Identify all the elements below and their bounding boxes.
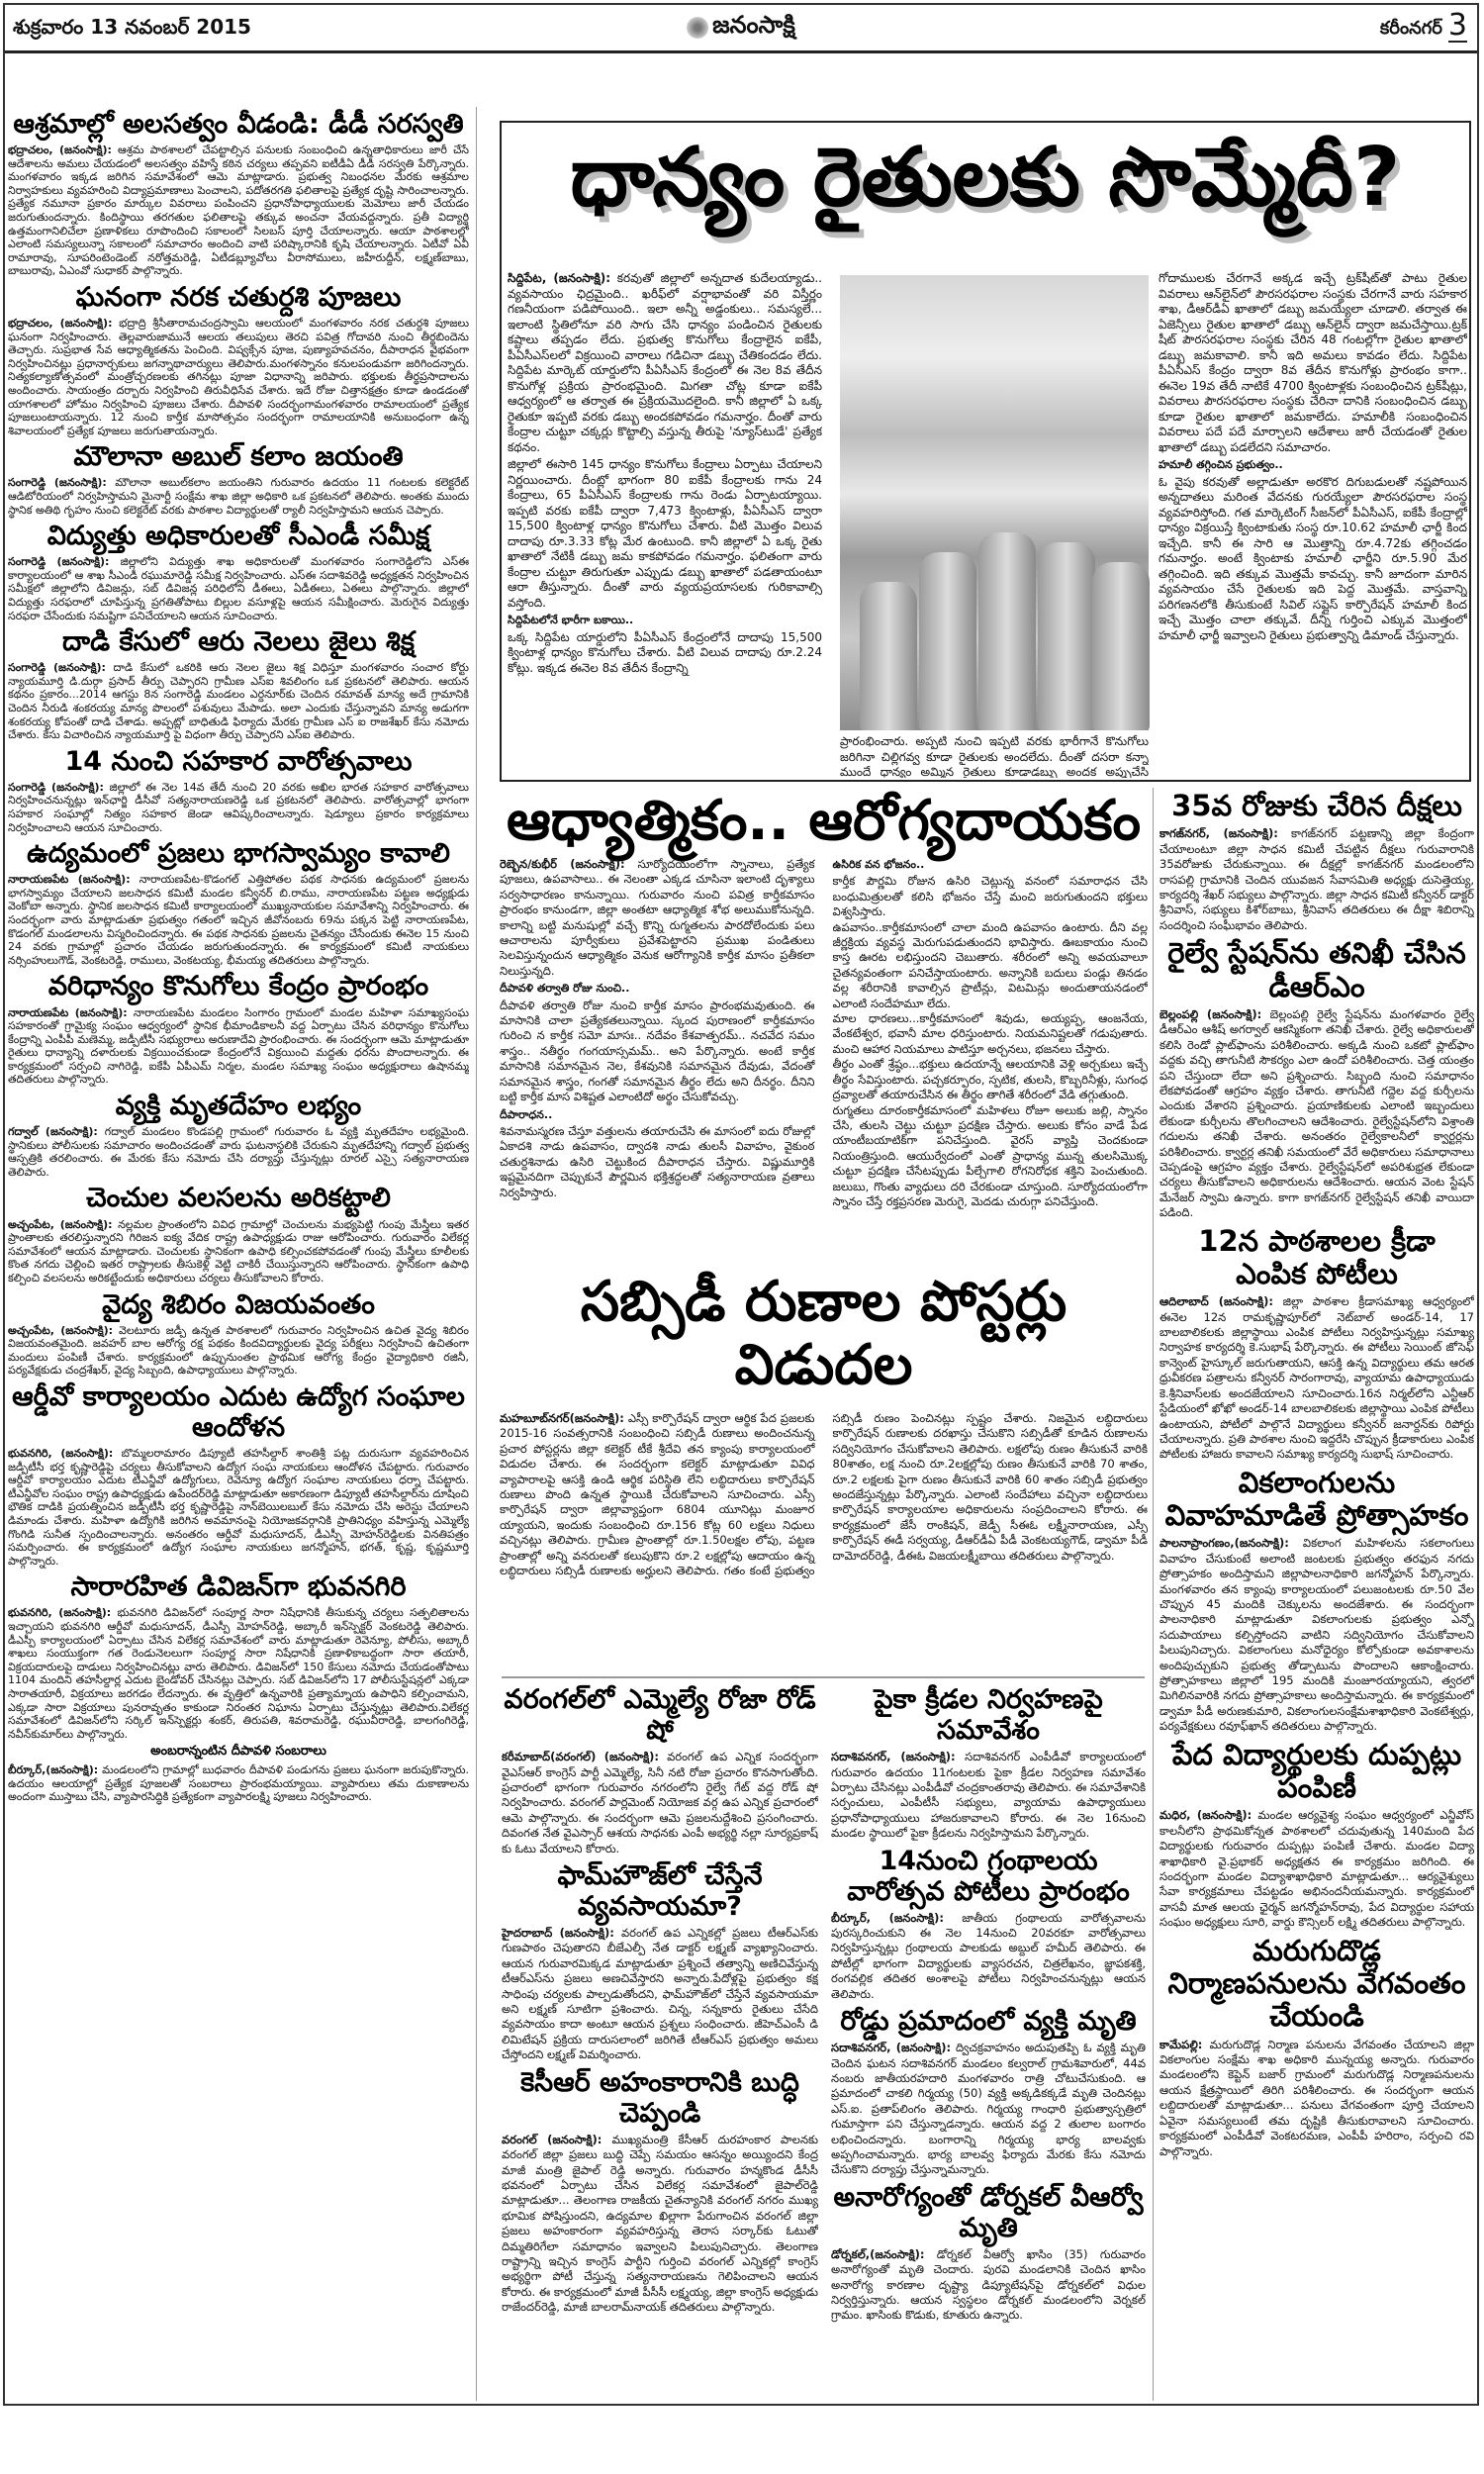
story-body	[8, 1125, 469, 1179]
story-headline: ఆర్డీవో కార్యాలయం ఎదుట ఉద్యోగ సంఘాల ఆందోళన	[12, 1380, 465, 1443]
story-text: జిల్లా పాఠశాల క్రీడాసమాఖ్య ఆధ్వర్యంలో ఈనెల 12న రామకృష్ణాపూర్‌లో నెట్‌బాల్ అండర్-14, 17 బాలబాలికలకు జిల్లాస్థాయి ఎంపిక పోటీలు నిర్వహిస్తున్నట్లు సమాఖ్య నిర్వాహక కార్యదర్శి కె.సుభాష్ పేర్కొన్నారు. ఈ పోటీలు సెయింట్ జోసెఫ్ కాన్వెంట్ హైస్కూల్ జరుగుతాయని, ఆసక్తి ఉన్న విద్యార్థులు తమ ఆరత ధ్రువీకరణ పత్రాలను కన్వీనర్ సారంగారావు, వ్యాయామ ఉపాధ్యాయుడు కె.శ్రీనివాస్‌లకు అందజేయాలని సూచించారు.16న నిర్మల్‌లోని ఎన్టీఆర్ స్టేడియంలో ఖోఖో అండర్-14 బాలబాలికలకు జిల్లాస్థాయి ఎంపిక పోటీలు ఉంటాయని, పోటీలో పాల్గొనే విద్యార్థులు కన్వీనర్ జనార్దన్‌కు రిపోర్టు చేయాలన్నారు. ప్రతి పాఠశాల నుంచి ఇద్దరేసి చొప్పున క్రీడాకారులు ఎంపిక పోటీలకు హాజరు కావాలని సమాఖ్య కార్యదర్శి సుభాష్ సూచించారు.	[1159, 1294, 1474, 1462]
story-headline: అనారోగ్యంతో డోర్నకల్ వీఆర్వో మృతి	[833, 2181, 1144, 2243]
column-divider	[1153, 788, 1154, 2401]
news-story	[8, 1183, 469, 1285]
story-headline: వరిధాన్యం కొనుగోలు కేంద్రం ప్రారంభం	[47, 971, 429, 1002]
dateline: రెబ్బెన/కుభీర్ (జనంసాక్షి):	[500, 857, 625, 871]
paragraph-text: తీర్థం ఎంతో శ్రేష్ఠం...భక్తులు ఉదయాన్నే ఆలయానికి వెళ్లి అర్చకులు ఇచ్చే తీర్థం సేవిస్తుంటారు. పచ్చకర్పూరం, స్పటిక, తులసి, కొబ్బరినీళ్లు, సుగంధ ద్రవ్యాలతో తయారుచేసిన ఈ తీర్థం తాగితే శరీరంలో వేడి తగ్గుతుంది.	[832, 1057, 1148, 1102]
story-body	[8, 317, 469, 437]
subheading: ఉసిరిక వన భోజనం..	[832, 858, 925, 871]
paragraph	[500, 857, 815, 979]
story-headline: మౌలానా అబుల్ కలాం జయంతి	[73, 441, 404, 473]
edition-name: కరీంనగర్	[1379, 18, 1442, 39]
issue-date: శుక్రవారం 13 నవంబర్ 2015	[13, 15, 251, 39]
feature-story	[500, 788, 1148, 1263]
paragraph	[500, 999, 815, 1105]
paragraph-text: రుగ్మతలు దూరంకార్తీకమాసంలో మహిళలు రోజూ అలుకు జల్లి, స్నానం చేసి, తులసి చెట్టు చుట్టూ ప్రదక్షిణ చేస్తారు. అలుకు కోసం వాడే పేడ యాంటీబయాటిక్‌గా పనిచేస్తుంది. వైరస్ వ్యాప్తి చెందకుండా నియంత్రిస్తుంది. ఆయుర్వేదంలో ఎంతో ప్రాధాన్య మున్న తులసిమొక్క చుట్టూ ప్రదక్షిణ చేసేటప్పుడు పీల్చేగాలి రోగనిరోధక శక్తిని పెంచుతుంది. జలుబు, గొంతు వ్యాధులు దరి చేరకుండా చూస్తుంది. సూర్యోదయంలోగా స్నానం చేస్తే రక్తప్రసరణ మెరుగై, మెదడు చురుగ్గా పనిచేస్తుంది.	[832, 1102, 1148, 1208]
story-text: మండల ఆర్యవైశ్య సంఘం ఆధ్వర్యంలో ఎన్జీవోస్ కాలనీలోని ప్రాథమికోన్నత పాఠశాలలో చదువుతున్న 140మంది పేద విద్యార్థులకు గురువారం దుప్పట్లు పంపిణీ చేశారు. మండల విద్యా శాఖాధికారి వై.ప్రభాకర్ అధ్యక్షతన ఈ కార్యక్రమం జరిగింది. ఈ సందర్భంగా మండల విద్యాశాఖాధికారి మాట్లాడుతూ... ఆర్యవైశ్యులు సేవా కార్యక్రమాలు చేపట్టడం అభినందనీయమన్నారు. కార్యక్రమంలో వాసవీ మాత ఆలయ ఛైర్మన్ జగన్మోహన్‌రావు, పేద విద్యార్థుల సహాయ సంఘం అధ్యక్షులు సూరి, వార్డు కౌన్సిలర్ లక్ష్మి తదితరులు పాల్గొన్నారు.	[1159, 1808, 1474, 1930]
story-body	[1159, 1007, 1474, 1221]
logo-text: జనంసాక్షి	[712, 11, 795, 39]
dateline: పాలనాప్రాంగణం,(జనంసాక్షి):	[1159, 1536, 1289, 1551]
story-headline: మరుగుదొడ్ల నిర్మాణపనులను వేగవంతం చేయండి	[1167, 1933, 1466, 2034]
story-text: భద్రాద్రి శ్రీసీతారామచంద్రస్వామి ఆలయంలో మంగళవారం నరక చతుర్దశి పూజలు ఘనంగా నిర్వహించారు. తెల్లవారుజామునే ఆలయ తలుపులు తెరచి పవిత్ర గోదావరి నుంచి తీర్థబిందెను తెచ్చారు. సుప్రభాత సేవ ఆధ్యాత్మికతను పెంచింది. విష్వక్సేన పూజ, పుణ్యాహవచనం, దీపారాధన వైభవంగా నిర్వహించినట్లు ప్రధానార్చకులు జగన్నాథాచార్యులు తెలిపారు.మంగళస్నానం కనులపండువగా జరిగిందన్నారు. నిత్యకల్యాణోత్సవంలో మంత్రోచ్చరణలకు తగినట్లు పూజా విధానాన్ని జరిపారు. భక్తులకు తీర్థప్రసాదాలను అందించారు. సాయంత్రం దర్బారు నిర్వహించి తిరువీధిసేవ చేశారు. ఇదే రోజు చిత్తానక్షత్రం కూడా ఉండడంతో యాగశాలలో హోమం నిర్వహించి పూజలు చేశారు. దీపావళి సందర్భంగామంగళవారం రామాలయంలో ప్రత్యేక పూజలుంటాయన్నారు. 12 నుంచి కార్తీక మాసోత్సవం సందర్భంగా రామాలయానికి అనుబంధంగా ఉన్న శివాలయంలో ప్రత్యేక పూజలు జరుగుతాయన్నారు.	[8, 317, 469, 437]
dateline: డోర్నకల్,(జనంసాక్షి):	[831, 2246, 925, 2261]
story-body	[1159, 1808, 1474, 1930]
feature-body	[500, 857, 1148, 1253]
dateline: సిద్దిపేట, (జనంసాక్షి):	[508, 271, 611, 285]
story-text: డోర్నకల్ వీఆర్వో ఖాసిం (35) గురువారం అనారోగ్యంతో మృతి చెందారు. పురవి మండలానికి చెందిన ఖాసిం అనారోగ్య కారణాల దృష్ట్యా డిప్యూటేషన్‌పై డోర్నకల్‌లో విధుల నిర్వర్తిస్తున్నారు. ఆయన స్వస్థలం డోర్నకల్ మండలంలోని వెర్నకల్ గ్రామం. ఖాసింకు కొడుకు, కూతురు ఉన్నారు.	[831, 2246, 1146, 2323]
story-headline: వికలాంగులను వివాహమాడితే ప్రోత్సాహకం	[1164, 1465, 1469, 1533]
news-story	[8, 971, 469, 1087]
story-body	[831, 2041, 1146, 2178]
story-body	[8, 873, 469, 967]
story-headline: ఉద్యమంలో ప్రజలు భాగస్వామ్యం కావాలి	[27, 838, 450, 870]
story-body	[8, 1763, 469, 1804]
news-story	[1159, 1935, 1474, 2159]
dateline: నారాయణపేట (జనంసాక్షి):	[8, 873, 131, 887]
story-headline: 14 నుంచి సహకార వారోత్సవాలు	[64, 745, 413, 777]
story-text: ఎస్సీ కార్పొరేషన్ ద్వారా ఆర్థిక పేద ప్రజలకు 2015-16 సంవత్సరానికి సంబంధించి సబ్సిడీ రుణాలు అందించనున్న ప్రచార పోస్టర్లను జిల్లా కలెక్టర్ టీకే శ్రీదేవి తన క్యాంపు కార్యాలయంలో విడుదల చేశారు. ఈ సందర్భంగా కలెక్టర్ మాట్లాడుతూ వివిధ వ్యాపారాలపై ఆసక్తి ఉండి ఆర్థిక పరిస్థితి లేని లబ్ధిదారులు కార్పొరేషన్ రుణాలు పొంది ఉన్నత స్థాయికి చేరుకోవాలని సూచించారు. ఎస్సీ కార్పొరేషన్ ద్వారా జిల్లావ్యాప్తంగా 6804 యూనిట్లు మంజూర య్యాయని, ఇందుకు సంబంధించి రూ.156 కోట్ల 60 లక్షలు నిధులు వచ్చినట్లు తెలిపారు. గ్రామీణ ప్రాంతాల్లో రూ.1.50లక్షల లోపు, పట్టణ ప్రాంతాల్లో అన్ని వనరులతో కలుపుకొని రూ.2 లక్షల్లోపు ఆదాయం ఉన్న లబ్ధిదారులు సబ్సిడీ రుణాలకు అర్హులని తెలిపారు. గతం కంటే ప్రభుత్వం సబ్సిడీ రుణం పెంచినట్లు స్పష్టం చేశారు. నిజమైన లబ్ధిదారులు కార్పొరేషన్ రుణాలకు దరఖాస్తు చేసుకొని సబ్సిడీతో కూడిన రుణాలను సద్వినియోగం చేసుకోవాలని తెలిపారు. లక్షలోపు రుణం తీసుకునే వారికి 80శాతం, లక్ష నుంచి రూ.2లక్షల్లోపు రుణం తీసుకునే వారికి 70 శాతం, రూ.2 లక్షలకు పైగా రుణం తీసుకునే వారికి 60 శాతం సబ్సిడీ ప్రభుత్వం అందజేస్తున్నట్లు పేర్కొన్నారు. ఎలాంటి సందేహాలు వచ్చినా లబ్ధిదారులు కార్పొరేషన్ కార్యాలయాల అధికారులను సంప్రదించాలని కోరారు. ఈ కార్యక్రమంలో జేసీ రాంకిషన్, జెడ్పీ సీఈఓ లక్ష్మీనారాయణ, ఎస్సీ కార్పొరేషన్ ఈడీ సర్వయ్య, డీఆర్‌డీఏ పీడీ వెంకటయ్యగౌడ్, డ్వామా పీడీ దామోదర్‌రెడ్డి, డీఈఓ విజయలక్ష్మీబాయి తదితరులు పాల్గొన్నారు.	[500, 1411, 1148, 1578]
news-story	[8, 1571, 469, 1741]
subsidy-body	[500, 1411, 1148, 1674]
paragraph	[1159, 475, 1467, 644]
story-headline: రైల్వే స్టేషన్‌ను తనిఖీ చేసిన డీఆర్ఎం	[1167, 936, 1466, 1003]
subsidy-headline: సబ్సిడీ రుణాల పోస్టర్లు విడుదల	[580, 1270, 1067, 1397]
paragraph	[500, 1124, 815, 1200]
news-story	[8, 441, 469, 517]
paragraph	[508, 271, 822, 455]
news-story	[1159, 937, 1474, 1220]
story-text: గద్వాల్ మండలం కొండపల్లి గ్రామంలో గురువారం ఓ వ్యక్తి మృతదేహం లభ్యమైంది. స్థానికులు పోలీసులకు సమాచారం అందించడంతో వారు ఘటనాస్థలికి చేరుకుని మృతదేహాన్ని గద్వాల్ ప్రభుత్వ ఆస్పత్రికి తరలించారు. ఈ మేరకు కేసు నమోదు చేసి దర్యాప్తు చేస్తున్నట్లు రూరల్ ఎస్సై సత్యనారాయణ తెలిపారు.	[8, 1125, 469, 1179]
dateline: హైదరాబాద్ (జనంసాక్షి):	[502, 1926, 614, 1941]
lead-column-2	[840, 734, 1149, 778]
dateline: సంగారెడ్డి (జనంసాక్షి):	[8, 780, 104, 794]
story-text: మండలంలోని గ్రామాల్లో బుధవారం దీపావళి పండుగను ప్రజలు ఘనంగా జరుపుకొన్నారు. ఉదయం ఆలయాల్లో ప్రత్యేక పూజలతో సంబరాలు ప్రారంభమయ్యాయి. వ్యాపారులు తమ దుకాణాలను అందంగా ముస్తాబు చేసి, వ్యాపారసిద్ధికి ప్రత్యేకంగా వ్యాపారలక్ష్మి పూజలు నిర్వహించారు.	[8, 1763, 469, 1804]
news-story	[8, 109, 469, 278]
news-story	[502, 1860, 818, 2063]
page-number: 3	[1447, 8, 1467, 43]
story-text: ఆశ్రమ పాఠశాలలో చేపట్టాల్సిన పనులకు సంబంధించి ఉన్నతాధికారులు జారీ చేసే ఆదేశాలను అమలు చేయడంలో అలసత్వం వహిస్తే కఠిన చర్యలు తప్పవని ఐటీడీఏ డీడీ సరస్వతి పేర్కొన్నారు. మంగళవారం ఇక్కడ జరిగిన సమావేశంలో ఆమె మాట్లాడారు. ప్రభుత్వ నిబంధనల మేరకు ఆశ్రమాల నిర్వాహకులు వ్యవహరించి విద్యాప్రమాణాలు పెంచాలని, పదోతరగతి ఫలితాలపై ప్రత్యేక దృష్టి సారించాలన్నారు. ప్రత్యేక నమూనా ప్రకారం మార్కుల వివరాలు పంపించని ప్రధానోపాధ్యాయులకు మెమోలు జారీ చేయడం జరుగుతుందన్నారు. కిందిస్థాయి తరగతుల ఫలితాలపై తక్కువ అంచనా వేయవద్దన్నారు. ప్రతీ విద్యార్థి ఉత్తమంగానిలిచేలా ప్రణాళికలు రూపొందించి సకాలంలో సిలబస్ పూర్తి చేయాలన్నారు. ఆయా పాఠశాలల్లో ఎలాంటి సమస్యలున్నా సకాలంలో సమాచారం అందించి వాటి పరిష్కారానికి కృషి చేయాలన్నారు. ఏటీవో ఏవీ రామారావు, సూపరింటెండెంట్ నరోత్తమరెడ్డి, ఏటీడబ్ల్యూవోలు వీరాసోములు, జహీరుద్దీన్, లక్ష్మణ్‌బాబు, బాబురావు, ఏఎంవో సుధాకర్ పాల్గొన్నారు.	[8, 143, 469, 278]
paragraph-text: శివనామస్మరణ చేస్తూ వత్తులను తయారుచేసి ఈ మాసంలో ఐదు రోజుల్లో ఏకాదశి నాడు ఉపవాసం, ద్వాదశి నాడు తులసీ వివాహం, వైకుంఠ చతుర్దశినాడు ఉసిరి చెట్టుకింద దీపారాధన చేస్తారు. విష్ణుమూర్తికి ఇష్టమైనదిగా చెప్పుకునే పౌర్ణమిన భక్తిశ్రద్ధలతో సత్యనారాయణ వ్రతాలు నిర్వహిస్తారు.	[500, 1123, 815, 1199]
dateline: అచ్చంపేట, (జనంసాక్షి):	[8, 1217, 113, 1231]
dateline: భువనగిరి, (జనంసాక్షి):	[8, 1606, 112, 1620]
dateline: సదాశివనగర్, (జనంసాక్షి):	[831, 1750, 956, 1764]
paragraph-text: కరవుతో జిల్లాలో అన్నదాత కుదేలయ్యాడు.. వ్యవసాయం ఛిద్రమైంది.. ఖరీఫ్‌లో వర్షాభావంతో వరి విస్తీర్ణం గణనీయంగా పడిపోయింది.. ఇలా అన్నీ అడ్డంకులు.. సమస్యలే... ఇలాంటి స్థితిలోనూ వరి సాగు చేసి ధాన్యం పండించిన రైతులకు కష్టాలు తప్పడం లేదు. ప్రభుత్వ కొనుగోలు కేంద్రాలైన ఐకేపీ, పీఏసీఎస్‌లలో విక్రయించి వారాలు గడిచినా డబ్బు చేతికందడం లేదు. సిద్దిపేట మార్కెట్ యార్డులోని పీఏసీఎస్ కేంద్రంలో ఈ నెల 8వ తేదీన కొనుగోళ్ల ప్రక్రియ ప్రారంభమైంది. మిగతా చోట్ల కూడా ఐకేపీ ఆధ్వర్యంలో ఆ తర్వాత ఈ ప్రక్రియమొదలైంది. కానీ జిల్లాలో ఏ ఒక్క రైతుకూ ఇప్పటి వరకు డబ్బు అందకపోవడం గమనార్హం. దీంతో వారు కేంద్రాల చుట్టూ చక్కర్లు కొట్టాల్సి వస్తున్న తీరుపై 'న్యూస్‌టుడే' ప్రత్యేక కథనం.	[508, 271, 822, 454]
story-text: సదాశివనగర్ ఎంపీడీవో కార్యాలయంలో గురువారం ఉదయం 11గంటలకు పైకా క్రీడల నిర్వహణ సమావేశం ఏర్పాటు చేసినట్లు ఎంపీడీవో చంద్రకాంతరావు తెలిపారు. ఈ సమావేశానికి సర్పంచులు, ఎంపీటీసీ సభ్యులు, వ్యాయామ ఉపాధ్యాయులు ప్రధానోపాధ్యాయులు హాజరుకావాలని కోరారు. ఈ నెల 16నుంచి మండల స్థాయిలో పైకా క్రీడలను నిర్వహిస్తామని పేర్కొన్నారు.	[831, 1750, 1146, 1841]
paragraph-text: జిల్లాలో ఈసారి 145 ధాన్యం కొనుగోలు కేంద్రాలు ఏర్పాటు చేయాలని నిర్ణయించారు. దీంట్లో భాగంగా 80 ఐకేపీ కేంద్రాలకు గాను 24 కేంద్రాలు, 65 పీఏసీఎస్ కేంద్రాలకు గాను రెండు ఏర్పాటయ్యాయి. ఇప్పటి వరకు ఐకేపీ ద్వారా 7,473 క్వింటాళ్లు, పీఏసీఎస్ ద్వారా 15,500 క్వింటాళ్ల ధాన్యం కొనుగోలు చేశారు. వీటి మొత్తం విలువ దాదాపు రూ.3.33 కోట్ల మేర ఉంటుంది. కానీ జిల్లాలో ఏ ఒక్క రైతు ఖాతాలో నేటికీ డబ్బు జమ కాకపోవడం గమనార్హం. ఫలితంగా వారు కేంద్రాల చుట్టూ తిరుగుతూ ఎప్పుడు డబ్బు ఖాతాలో పడతాయంటూ ఆరా తీస్తున్నారు. దీంతో వారు వ్యయప్రయాసలకు గురికావాల్సి వస్తోంది.	[508, 457, 822, 610]
subheading: సిద్దిపేటలోనే భారీగా బకాయి..	[508, 614, 634, 626]
story-body	[831, 1911, 1146, 2002]
section-divider	[502, 1676, 1145, 1678]
paragraph	[833, 1057, 1149, 1102]
lead-headline: ధాన్యం రైతులకు సొమ్మేదీ?	[570, 131, 1401, 225]
paragraph	[840, 734, 1149, 778]
dateline: వరంగల్ (జనంసాక్షి):	[502, 2132, 603, 2146]
news-story	[8, 1289, 469, 1378]
story-text: మౌలానా అబుల్‌కలాం జయంతిని గురువారం ఉదయం 11 గంటలకు కలెక్టరేట్ ఆడిటోరియంలో నిర్వహిస్తామని మైనార్టీ సంక్షేమ శాఖ జిల్లా అధికారి ఒక ప్రకటనలో తెలిపారు. అంతకు ముందు స్థానిక అతిథి గృహం నుంచి కలెక్టరేట్ వరకు పాఠశాల విద్యార్థులతో ర్యాలీ నిర్వహిస్తామని ఆయన చెప్పారు.	[8, 476, 469, 517]
story-body	[1159, 1294, 1474, 1462]
story-headline: రోడ్డు ప్రమాదంలో వ్యక్తి మృతి	[840, 2006, 1137, 2038]
news-story	[8, 1745, 469, 1804]
center-right-column	[831, 1682, 1146, 2403]
story-text: ద్విచక్రవాహనం అదుపుతప్పి ఓ వ్యక్తి మృతి చెందిన ఘటన సదాశివనగర్ మండలం కల్వరాల్ గ్రామశివారులో, 44వ నంబరు జాతీయరహదారి మంగళవారం రాత్రి చోటుచేసుకుంది. ఆ ప్రమాదంలో చాకలి గిర్మయ్య (50) వ్యక్తి అక్కడికక్కడే మృతి చెందినట్లు ఎస్.ఐ. ప్రతాప్‌లింగం తెలిపారు. గిర్మయ్య గాంధారి ప్రభుత్వాస్పత్రిలో గుమాస్తాగా పని చేస్తున్నాడన్నారు. ఆయన వద్ద 2 తులాల బంగారం లభించిందన్నారు. బంగారాన్ని గిర్మయ్య భార్య బాలవ్వకు అప్పగించామన్నారు. భార్య బాలవ్వ ఫిర్యాదు మేరకు కేసు నమోదు చేసుకొని దర్యాప్తు చేస్తున్నామన్నారు.	[831, 2041, 1146, 2177]
story-headline: ఆశ్రమాల్లో అలసత్వం వీడండి: డీడీ సరస్వతి	[13, 109, 464, 140]
dateline: సదాశివనగర్, (జనంసాక్షి):	[831, 2041, 952, 2055]
paragraph	[508, 457, 822, 611]
story-body	[831, 1750, 1146, 1841]
story-body	[8, 476, 469, 517]
story-text: వరంగల్ ఉప ఎన్నికల్లో ప్రజలు టీఆర్ఎస్‌కు గుణపాఠం చెపుతారని బీజేఎల్పీ నేత డాక్టర్ లక్ష్మణ్ వ్యాఖ్యానించారు. ఆయన గురువారమిక్కడ మాట్లాడుతూ ప్రశ్నించే తత్వాన్ని అణిచివేస్తున్న టీఆర్ఎస్‌ను ప్రజలు అణచివేస్తారని అన్నారు.పేదోళ్లపై ప్రభుత్వం కక్ష సాధింపు చర్యలకు పాల్పడుతోందని, ఫామ్‌హౌజ్‌లో చేస్తేనే వ్యవసాయమా అని లక్ష్మణ్ సూటిగా ప్రశించారు. చిన్న, సన్నకారు రైతులు చేసేది వ్యవసాయం కాదా అంటూ ఆయన ప్రశ్నలు సంధించారు. జీహెచ్ఎంసీ డి లిమిటేషన్ ప్రక్రియ దారుసలాంలో జరిగితే టీఆర్ఎస్ ప్రభుత్వం అమలు చేస్తోందని లక్ష్మణ్ విమర్శించారు.	[502, 1926, 818, 2062]
dateline: మహబూబ్‌నగర్(జనంసాక్షి):	[500, 1411, 624, 1425]
dateline: ఆదిలాబాద్ (జనంసాక్షి):	[1159, 1294, 1274, 1309]
story-text: నారాయణపేట-కొడంగల్ ఎత్తిపోతల పథక సాధనకు ఉద్యమంలో ప్రజలను భాగస్వామ్యం చేయాలని జలసాధన కమిటీ మండల కన్వీనర్ బి.రాము, నారాయణపేట పట్టణ అధ్యక్షుడు వెంకోబా అన్నారు. స్థానిక జలసాధన కమిటీ కార్యాలయంలో ముఖ్యనాయకుల సమావేశాన్ని నిర్వహించారు. ఈ సందర్భంగా వారు మాట్లాడుతూ ప్రభుత్వం గతంలో ఇచ్చిన జీవోనంబరు 69ను పక్కన పెట్టి నారాయణపేట, కొడంగల్ మండలాలను విస్మరించిందన్నారు. ఈ పథక సాధనకు ప్రజలను చైతన్యం చేసేందుకు ఈనెల 15 నుంచి 24 వరకు గ్రామాల్లో ప్రచారం చేయడం జరుగుతుందన్నారు. ఈ కార్యక్రమంలో కమిటీ నాయకులు నర్సింహులుగౌడ్, వెంకటరెడ్డి, రాములు, వెంకటయ్య, భీమయ్య తదితరులు పాల్గొన్నారు.	[8, 873, 469, 967]
dateline: నారాయణపేట (జనంసాక్షి):	[8, 1005, 128, 1019]
paragraph	[833, 1011, 1149, 1057]
news-story	[8, 838, 469, 967]
story-headline: ఘనంగా నరక చతుర్దశి పూజలు	[75, 281, 402, 313]
lead-column-3	[1159, 271, 1467, 776]
story-headline: వరంగల్‌లో ఎమ్మెల్యే రోజా రోడ్ షో	[504, 1684, 816, 1747]
story-text: జిల్లాలోని విద్యుత్తు శాఖ అధికారులతో మంగళవారం సంగారెడ్డిలోని ఎస్‌ఈ కార్యాలయంలో ఆ శాఖ సీఎండీ రఘుమారెడ్డి సమీక్ష నిర్వహించారు. ఎస్‌ఈ సదాశివరెడ్డి అధ్యక్షతన నిర్వహించిన సమీక్షలో జిల్లాలోని డివిజన్లు, సబ్ డివిజన్ల పరిధిలోని డీఈలు, ఏడీఈలు, ఏఈలు పాల్గొన్నారు. జిల్లాలో విద్యుత్తు సరఫరాలో చూపిస్తున్న ప్రగతితోపాటు బిల్లుల వసూళ్లపై ఆయన సమీక్షించారు. మెరుగైన విద్యుత్తు సరఫరా చేసేందుకు సమష్టిగా పనిచేయాలని ఆయన సూచించారు.	[8, 555, 469, 622]
story-text: దాడి కేసులో ఒకరికి ఆరు నెలల జైలు శిక్ష విధిస్తూ మంగళవారం సంచార కోర్టు న్యాయమూర్తి డి.దుర్గా ప్రసాద్ తీర్పు చెప్పారని గ్రామీణ ఎస్ఐ శివలింగం ఒక ప్రకటనలో తెలిపారు. ఆయన కథనం ప్రకారం...2014 ఆగస్టు 8న సంగారెడ్డి మండలం ఎర్దనూర్‌కు చెందిన రమావత్ మాన్య అదే గ్రామానికి చెందిన నీరుడి శంకరయ్య మాన్య పొలంలో పశువులు మేపాడు. అలా ఎందుకు చేస్తున్నావని మాన్య అడుగగా శంకరయ్య కోపంతో దాడి చేశాడు. అప్పట్లో బాధితుడి ఫిర్యాదు మేరకు గ్రామీణ ఎస్ ఐ రాజశేఖర్ కేసు నమోదు చేశారు. కేసు విచారించిన న్యాయమూర్తి పై విధంగా తీర్పు చెప్పారని ఎస్ఐ తెలిపారు.	[8, 661, 469, 742]
story-headline: 12న పాఠశాలల క్రీడా ఎంపిక పోటీలు	[1198, 1223, 1436, 1290]
story-headline: వైద్య శిబిరం విజయవంతం	[102, 1288, 375, 1320]
story-text: జాతీయ గ్రంథాలయ వారోత్సవాలను పురస్కరించుకుని ఈ నెల 14నుంచి 20వరకూ వారోత్సవాలు నిర్వహిస్తున్నట్లు గ్రంథాలయ పాలకుడు అబ్దుల్ హమీద్ తెలిపారు. ఈ పోటీల్లో భాగంగా విద్యార్థులకు వ్యాసరచన, చిత్రలేఖనం, జ్ఞాపకశక్తి, రంగవల్లిక తదితర అంశాలపై పోటీలు నిర్వహించనున్నట్లు ఆయన తెలిపారు.	[831, 1910, 1146, 2001]
subheading: దీపారాధన..	[500, 1107, 553, 1121]
dateline: బీర్కూర్, (జనంసాక్షి):	[831, 1910, 944, 1925]
dateline: కరీమాబాద్(వరంగల్) (జనంసాక్షి):	[502, 1750, 660, 1764]
lead-column-1	[508, 271, 822, 776]
paragraph	[1159, 271, 1467, 455]
story-body	[8, 1447, 469, 1568]
paragraph-text: ఓ వైపు కరవుతో అల్లాడుతూ అరకొర దిగుబడులతో నష్టపోయిన అన్నదాతలు మరింత వేదనకు గురయ్యేలా పౌరసరఫరాల సంస్థ వ్యవహరిస్తోంది. గత మార్కెటింగ్ సీజన్‌లో పీఏసీఎస్, ఐకేపీ కేంద్రాల్లో ధాన్యం విక్రయిస్తే క్వింటాకుతు సంస్థ రూ.10.62 హమాలీ ఛార్జీ కింద ఇచ్చేది. కానీ ఈ సారి ఆ మొత్తాన్ని రూ.4.72కు తగ్గించడం గమనార్హం. అంటే క్వింటాకు హమాలీ ఛార్జీని రూ.5.90 మేర తగ్గించింది. ఇది తక్కువ మొత్తమే కావచ్చు. కానీ జూదంగా మారిన వ్యవసాయం చేసే రైతులకు ఇది పెద్ద మొత్తమే. వాస్తవాన్ని పరిగణనలోకి తీసుకుంటే సివిల్ సప్లైస్ కార్పొరేషన్ హమాలీ కింద ఇచ్చే మొత్తం చాలా తక్కువే. దీన్ని గుర్తించి ఎక్కువ మొత్తంలో హమాలీ ఛార్జీ ఇవ్వాలని రైతులు ప్రభుత్వాన్ని డిమాండ్ చేస్తున్నారు.	[1159, 474, 1467, 642]
story-text: మరుగుదొడ్ల నిర్మాణ పనులను వేగవంతం చేయాలని జిల్లా వికలాంగుల సంక్షేమ శాఖ అధికారి మున్నయ్య అన్నారు. గురువారం మండలంలోని కెప్టెన్ బజార్ గ్రామంలో మరుగుదొడ్ల నిర్మాణపనులను ఆయన క్షేత్రస్థాయిలో తిరిగి పరిశీలించారు. ఈ సందర్భంగా ఆయన లబ్దిదారులతో మాట్లాడుతూ... పనులు వేగవంతంగా పూర్తి చేయాలని ఏవైనా సమస్యలుంటే తమ దృష్టికి తీసుకురావాలని సూచించారు. కార్యక్రమంలో ఎంపీడీవో వెంకటరమణ, ఎంపీపీ హరిరాం, సర్పంచి రవి పాల్గొన్నారు.	[1159, 2037, 1474, 2158]
story-body	[8, 555, 469, 622]
logo-emblem-icon	[687, 17, 708, 39]
story-body	[502, 1750, 818, 1856]
paragraph	[833, 920, 1149, 1011]
story-text: ముఖ్యమంత్రి కేసీఆర్ దురహంకార పాలనకు వరంగల్ జిల్లా ప్రజలు బుద్ధి చెప్పే సమయం ఆసన్నం అయ్యిందని కేంద్ర మాజీ మంత్రి జైపాల్ రెడ్డి అన్నారు. గురువారం హన్మకొండ డీసీసీ భవనంలో ఏర్పాటు చేసిన విలేకర్ల సమావేశంలో జైపాల్‌రెడ్డి మాట్లాడుతూ... తెలంగాణ రాజకీయ చైతన్యానికి వరంగల్ నగరం ముఖ్య భూమిక పోషిస్తుందని, ఉద్యమాల ఖిల్లాగా పేరుగాంచిన వరంగల్ జిల్లా ప్రజలు అహంకారంగా వ్యవహరిస్తున్న తెరాస సర్కార్‌కు ఓటుతో దిమ్మతిరిగేలా సమాధానం ఇవ్వాలని పిలుపునిచ్చారు. తెలంగాణ రాష్ట్రాన్ని ఇచ్చిన కాంగ్రెస్ పార్టీని గుర్తించి వరంగల్ ఎన్నికల్లో కాంగ్రెస్ అభ్యర్థిగా పోటీ చేస్తున్న సత్యనారాయణను గెలిపించాలని ఆయన కోరారు. ఈ కార్యక్రమంలో మాజీ పీసీసీ లక్ష్మయ్య, జిల్లా కాంగ్రెస్ అధ్యక్షుడు రాజేందర్‌రెడ్డి, మాజీ బాలరామ్‌నాయక్ తదితరులు పాల్గొన్నారు.	[502, 2132, 818, 2315]
news-story	[8, 282, 469, 437]
story-body	[1159, 1536, 1474, 1734]
story-body	[8, 1324, 469, 1378]
news-story	[1159, 790, 1474, 933]
dateline: సంగారెడ్డి (జనంసాక్షి):	[8, 661, 106, 675]
news-story	[8, 521, 469, 622]
news-story	[831, 1684, 1146, 1842]
paragraph-text: ఒక్క సిద్దిపేట యార్డులోని పీఏసీఎస్ కేంద్రంలోనే దాదాపు 15,500 క్వింటాళ్ల ధాన్యం కొనుగోలు చేశారు. వీటి విలువ దాదాపు రూ.2.24 కోట్లు. ఇక్కడ ఈనెల 8వ తేదీన కేంద్రాన్ని	[508, 629, 822, 675]
newspaper-logo	[687, 11, 795, 45]
story-body	[831, 2247, 1146, 2324]
story-text: వికలాంగ మహిళలను సకలాంగులు వివాహం చేసుకుంటే అలాంటి జంటలకు ప్రభుత్వం తరఫున నగదు ప్రోత్సాహకం అందిస్తామని జిల్లాపాలనాధికారి జగన్మోహన్ పేర్కొన్నారు. మంగళవారం తన క్యాంపు కార్యాలయంలో పలుజంటలకు రూ.50 వేల చొప్పున 45 మందికి చెక్కులను అందజేశారు. ఈ సందర్భంగా పాలనాధికారి మాట్లాడుతూ వికలాంగులకు ప్రభుత్వం ఎన్నో సదుపాయాలు కల్పిస్తోందని వాటిని సద్వినియోగం చేసుకోవాలని పిలుపునిచ్చారు. వికలాంగులు మనోధైర్యం కోల్పోకుండా అవకాశాలను అందిపుచ్చుకుని ప్రభుత్వ తోడ్పాటును పొందాలని ఆకాంక్షించారు. ప్రోత్సాహకాలు జిల్లాలో 195 మందికి మంజూరయ్యాయని, త్వరలో మిగిలినవారికి నగదు ప్రోత్సాహకాలు అందిస్తామన్నారు. ఈ కార్యక్రమంలో డ్వామా పీడీ అరుణకుమారి, వికలాంగులసంక్షేమశాఖాధికారి వెంకటేశ్వర్లు, పర్యవేక్షకులు రవూఫ్‌ఖాన్ తదితరులు పాల్గొన్నారు.	[1159, 1536, 1474, 1734]
news-story	[8, 1091, 469, 1179]
paragraph-text: మాల ధారణలు...కార్తీకమాసంలో శివుడు, అయ్యప్ప, ఆంజనేయ, వేంకటేశ్వర, భవానీ మాల ధరిస్తుంటారు. నియమనిష్టలతో గడుపుతారు. మంచి ఆహార నియమాలు పాటిస్తూ అర్చనలు, భజనలు చేస్తారు.	[832, 1011, 1148, 1056]
paragraph-text: ఉపవాసం..కార్తీకమాసంలో చాలా మంది ఉపవాసం ఉంటారు. దీని వల్ల జీర్ణక్రియ వ్యవస్థ మెరుగుపడుతుందని భావిస్తారు. ఊబకాయం నుంచి కాస్త ఊరట లభిస్తుందని చెబుతారు. శరీరంలో అన్ని అవయవాలూ చైతన్యవంతంగా పనిచేస్తాయంటారు. అన్నానికి బదులు పండ్లు తినడం వల్ల శరీరానికి కావాల్సిన ప్రొటీన్లు, విటమిన్లు అందుతాయనడంలో ఎలాంటి సందేహమూ లేదు.	[832, 919, 1148, 1010]
story-body	[8, 1218, 469, 1285]
story-headline: సారారహిత డివిజన్‌గా భువనగిరి	[70, 1571, 407, 1603]
masthead	[5, 5, 1477, 53]
feature-headline: ఆధ్యాత్మికం.. ఆరోగ్యదాయకం	[507, 789, 1141, 853]
story-headline: విద్యుత్తు అధికారులతో సీఎండీ సమీక్ష	[46, 521, 430, 552]
paragraph-text: గోదాములకు చేరగానే అక్కడ ఇచ్చే ట్రక్‌షీట్‌తో పాటు రైతుల వివరాలు ఆన్‌లైన్‌లో పౌరసరఫరాల సంస్థకు చేరగానే వారు సహకార శాఖ, డీఆర్‌డీఏ ఖాతాలో డబ్బు జమయ్యేలా చూడాలి. తర్వాత ఈ ఏజెన్సీలు రైతుల ఖాతాలో డబ్బు ఆన్‌లైన్ ద్వారా జమచేస్తాయి.ట్రక్ షీట్ పౌరసరఫరాల సంస్థకు చేరిన 48 గంటల్లోగా రైతుల ఖాతాలో డబ్బు జమకావాలి. కానీ ఇది అమలు కావడం లేదు. సిద్దిపేట పీఏసీఎస్ కేంద్రం ద్వారా 8వ తేదీన కొనుగోళ్లు ప్రారంభం కాగా.. ఈనెల 19వ తేదీ నాటికే 4700 క్వింటాళ్లకు సంబంధించిన ట్రక్‌షీట్లు, వివరాలు పౌరసరఫరాల సంస్థకు చేరినా దానికి సంబంధించిన డబ్బు కూడా రైతుల ఖాతాలో జమకాలేదు. హమాలీకి సంబంధించిన వివరాలు పదే పదే మార్చాలని ఆదేశాలు జారీ చేయడంతో రైతుల ఖాతాలో డబ్బు పడలేదని సమాచారం.	[1159, 271, 1467, 454]
subsidy-story	[500, 1269, 1148, 1674]
paragraph	[833, 1103, 1149, 1210]
news-story	[8, 746, 469, 834]
story-headline: 35వ రోజుకు చేరిన దీక్షలు	[1171, 789, 1462, 822]
story-headline: పైకా క్రీడల నిర్వహణపై సమావేశం	[874, 1684, 1103, 1747]
paragraph-text: కార్తీక పౌర్ణమి రోజున ఉసిరి చెట్లున్న వనంలో సమారాధన చేసి బంధుమిత్రులతో కలిసి భోజనం చేస్తే మంచి జరుగుతుందని భక్తులు విశ్వసిస్తారు.	[832, 874, 1148, 919]
story-text: జిల్లాలో ఈ నెల 14వ తేదీ నుంచి 20 వరకు అఖిల భారత సహకార వారోత్సవాలు నిర్వహించనున్నట్లు ఇన్‌ఛార్జి డీసీవో సత్యనారాయణరెడ్డి ఒక ప్రకటనలో తెలిపారు. వారోత్సవాల్లో భాగంగా సహకార సంఘాల్లో నిత్యం సహకార జెండా ఆవిష్కరించాలన్నారు. షెడ్యూలు ప్రకారం కార్యక్రమాలు నిర్వహించాలని ఆయన సూచించారు.	[8, 780, 469, 834]
dateline: భద్రాచలం, (జనంసాక్షి):	[8, 143, 112, 157]
paragraph-text: దీపావళి తర్వాతి రోజు నుంచి కార్తీక మాసం ప్రారంభమవుతుంది. ఈ మాసానికి చాలా ప్రత్యేకతలున్నాయి. స్కంద పురాణంలో కార్తీకమాసం గురించి న కార్తీక సమో మాసః.. నదేవం కేశవాత్పరమ్.. నచవేద సమం శాస్త్రం.. నతీర్థం గంగయాస్సమమ్.. అని పేర్కొన్నారు. అంటే కార్తీక మాసానికి సమానమైన నెల, కేశవునికి సమానమైన దేవుడు, వేదంతో సమానమైన శాస్త్రం, గంగతో సమానమైన తీర్థం లేదు అని దీనర్థం. దీనిని బట్టి కార్తీక మాస విశిష్టత ఎలాంటిదో అర్థం చేసుకోవచ్చు.	[500, 998, 815, 1104]
center-left-column	[502, 1682, 818, 2403]
dateline: బీర్కూర్,(జనంసాక్షి):	[8, 1763, 99, 1777]
dateline: మధిర, (జనంసాక్షి):	[1159, 1808, 1252, 1823]
story-text: బెల్లంపల్లి రైల్వే స్టేషన్‌ను మంగళవారం రైల్వే డీఆర్ఎం ఆశీష్ అగర్వాల్ ఆకస్మికంగా తనిఖీ చేశారు. రైల్వే అధికారులతో కలిసి రెండో ప్లాట్‌ఫాంను పరిశీలించారు. అక్కడి నుంచి ఒకటో ప్లాట్‌ఫాం వద్దకు వచ్చి తాగునీటి సౌకర్యం ఎలా ఉందో పరిశీలించారు. చెత్త యంత్రం పని చేస్తుందా లేదా అని ప్రశ్నించారు. సిబ్బంది నుంచి సమాధానం లేకపోవడంతో ఆగ్రహం వ్యక్తం చేశారు. తాగునీటి గద్దెల వద్ద కుర్చీలను ఎందుకు వేశారని ప్రశ్నించారు. ప్రయాణికులకు ఎలాంటి ఇబ్బందులు లేకుండా కుర్చీలను తొలగించాలని ఆదేశించారు. రైల్వేస్టేషన్‌లోని విశ్రాంతి గదులను తనిఖీ చేశారు. అనంతరం రైల్వేకాలనీలో క్వార్టర్లను పరిశీలించారు. క్వార్టర్ల తనిఖీ సమయంలో వేరే అధికారులు సమాధానాలు చెప్పడంపై ఆగ్రహం వ్యక్తం చేశారు. రైల్వేస్టేషన్‌లో అపరిశుభ్రత లేకుండా చర్యలు తీసుకోవాలని అధికారులను ఆదేశించారు. ఆయన వెంట స్టేషన్ మేనేజర్ స్వామి ఉన్నారు. కాగా కాగజ్‌నగర్ రైల్వేస్టేషన్ తనిఖీ వాయిదా పడింది.	[1159, 1006, 1474, 1220]
story-body	[8, 781, 469, 834]
news-story	[502, 2067, 818, 2316]
story-headline: ఫామ్‌హౌజ్‌లో చేస్తేనే వ్యవసాయమా?	[557, 1859, 763, 1922]
story-headline: పేద విద్యార్థులకు దుప్పట్లు పంపిణీ	[1171, 1737, 1462, 1805]
subheading: దీపావళి తర్వాతి రోజు నుంచి..	[500, 982, 630, 996]
story-text: వరంగల్ ఉప ఎన్నిక సందర్భంగా వైఎస్ఆర్ కాంగ్రెస్ పార్టీ ఎమ్మెల్యే, సినీ నటి రోజా ప్రచారం కొనసాగుతోంది. ప్రచారంలో భాగంగా గురువారం నగరంలోని రైల్వే గేట్ వద్ద రోడ్ షో నిర్వహించారు. వరంగల్ పార్లమెంట్ నియోజక వర్గ ఉప ఎన్నిక ప్రచారంలో ఆమె పాల్గొన్నారు. ఈ సందర్భంగా ఆమె ప్రజలనుద్దేశించి ప్రసంగించారు. దివంగత నేత వైఎస్సార్ ఆశయ సాధనకు ఎంపీ అభ్యర్థి నల్లా సూర్యప్రకాష్ కు ఓటు వేయాలని కోరారు.	[502, 1750, 818, 1856]
lead-story	[500, 121, 1471, 782]
dateline: కామేపల్లి:	[1159, 2037, 1203, 2051]
edition-page	[1379, 8, 1467, 43]
dateline: భువనగిరి, (జనంసాక్షి):	[8, 1447, 114, 1461]
dateline: సంగారెడ్డి (జనంసాక్షి):	[8, 555, 110, 569]
story-body	[502, 1926, 818, 2063]
story-text: నారాయణపేట మండలం సింగారం గ్రామంలో మండల మహిళా సమాఖ్యసంఘ సహకారంతో గ్రామైక్య సంఘం ఆధ్వర్యంలో స్థానిక భీమాండికాలనీ వద్ద ఏర్పాటు చేసిన వరిధాన్యం కొనుగోలు కేంద్రాన్ని ఎంపీపీ మణెమ్మ, జడ్పీటీసీ సభ్యురాలు అరుణాదేవి ప్రారంభించారు. ఈ సందర్భంగా ఆమె మాట్లాడుతూ రైతులు ధాన్యాన్ని దళారులకు విక్రయించకుండా కేంద్రంలోనే విక్రయించి మద్దతు ధరను పొందాలన్నారు. ఈ కార్యక్రమంలో సర్పంచి నాగిరెడ్డి, ఐకేపీ ఏపీఎమ్ నిర్మల, మండల సమాఖ్య సంఘం అధ్యక్షురాలు ఉషానమ్మ తదితరులు పాల్గొన్నారు.	[8, 1005, 469, 1087]
subheading: హమాలీ తగ్గించిన ప్రభుత్వం..	[1159, 458, 1283, 471]
dateline: గద్వాల్ (జనంసాక్షి):	[8, 1125, 98, 1139]
news-story	[1159, 1467, 1474, 1735]
news-story	[831, 2006, 1146, 2178]
paragraph	[508, 630, 822, 677]
paragraph	[833, 874, 1149, 919]
story-body	[8, 1606, 469, 1741]
paragraph-text: ప్రారంభించారు. అప్పటి నుంచి ఇప్పటి వరకు భారీగానే కొనుగోలు జరిగినా చిల్లిగవ్వ కూడా రైతులకు అందలేదు. దీంతో దసరా కన్నా ముందే ధాన్యం అమ్మిన రైతులు కూడాడబ్బు అందక అప్పుచేసి	[840, 734, 1149, 778]
story-text: వెలటూరు జడ్పీ ఉన్నత పాఠశాలలో గురువారం నిర్వహించిన ఉచిత వైద్య శిబిరం విజయవంతమైంది. జవహర్ బాల ఆరోగ్య రక్ష పథకం కిందవిద్యార్థులకు వైద్య పరీక్షలు నిర్వహించి ఉచితంగా మందులు పంపిణీ చేశారు. కార్యక్రమంలో ఉప్పునుంతల ప్రాథమిక ఆరోగ్య కేంద్రం వైద్యాధికారి రజినీ, పర్యవేక్షకుడు చంద్రశేఖర్, వైద్య సిబ్బంది, ఉపాధ్యాయులు పాల్గొన్నారు.	[8, 1323, 469, 1378]
grain-sacks-photo	[840, 275, 1149, 730]
news-story	[831, 2182, 1146, 2324]
story-headline: వ్యక్తి మృతదేహం లభ్యం	[115, 1091, 362, 1122]
left-news-column	[8, 107, 469, 2403]
news-story	[502, 1684, 818, 1856]
story-body	[1159, 2038, 1474, 2159]
story-text: నల్లమల ప్రాంతంలోని వివిధ గ్రామాల్లో చెంచులను మభ్యపెట్టి గుంపు మేస్త్రీలు ఇతర ప్రాంతాలకు తరలిస్తున్నారని గిరిజన ఐక్య వేదిక రాష్ట్ర ఉపాధ్యక్షుడు రాజు ఆరోపించారు. గురువారం విలేకర్ల సమావేశంలో ఆయన మాట్లాడారు. చెంచులకు స్థానికంగా ఉపాధి కల్పించకపోవడంతో గుంపు మేస్త్రీలు కూలీలకు కొంత నగదు చెల్లించి ఇతర రాష్ట్రాలకు తీసుకెళ్లి వెట్టి చాకిరీ చేయిస్తున్నారని ఆరోపించారు. స్థానికంగా ఉపాధి కల్పించి వలసలను అరికట్టేందుకు అధికారులు చర్యలు తీసుకోవాలని కోరారు.	[8, 1217, 469, 1285]
story-text: భువనగిరి డివిజన్‌లో సంపూర్ణ సారా నిషేధానికి తీసుకున్న చర్యలు సత్ఫలితాలను ఇచ్చాయని భువనగిరి ఆర్డీవో మధుసూదన్, డీఎస్పీ మోహన్‌రెడ్డి, అబ్కారీ ఇన్‌స్పెక్టర్ వెంకటరెడ్డి తెలిపారు. డీఎస్పీ కార్యాలయంలో ఏర్పాటు చేసిన విలేకర్ల సమావేశంలో వారు మాట్లాడుతూ రెవెన్యూ, పోలీసు, అబ్కారీ శాఖలు సంయుక్తంగా గత రెండునెలలుగా సంపూర్ణ సారా నిషేధానికి ప్రణాళికాబద్ధంగా సారా తయారీ, విక్రయదారులపై దాడులు నిర్వహించినట్లు వారు తెలిపారు. డివిజన్‌లో 150 కేసులు నమోదు చేయడంతోపాటు 1104 మందిని తహసీల్దార్ల ఎదుట బైండోవర్ చేసినట్లు చెప్పారు. సబ్ డివిజన్‌లోని 17 పోలీసుస్టేషన్లలో ఎక్కడా సారాతయారీ, విక్రయాలు జరగడం లేదన్నారు. ఈ వృత్తిలో ఉన్నవారికి ప్రత్యామ్నాయ ఉపాధిని కల్పించామని, ఎక్కడా సారా విక్రయాలు పునరావృతం కాకుండా నిరంతర నిఘాను ఏర్పాటు చేస్తున్నట్లు తెలిపారు.విలేకర్ల సమావేశంలో డివిజన్‌లోని సర్కిల్ ఇన్‌స్పెక్టర్లు శంకర్, తిరుపతి, శివరామరెడ్డి, రఘువీరారెడ్డి, బాలగంగిరెడ్డి, నవీన్‌కుమార్‌లు పాల్గొన్నారు.	[8, 1606, 469, 1741]
column-divider	[476, 107, 477, 2401]
story-headline: దాడి కేసులో ఆరు నెలలు జైలు శిక్ష	[62, 626, 415, 658]
story-headline: 14నుంచి గ్రంథాలయ వారోత్సవ పోటీలు ప్రారంభం	[847, 1845, 1130, 1907]
dateline: సంగారెడ్డి (జనంసాక్షి):	[8, 476, 107, 490]
story-headline: చెంచుల వలసలను అరికట్టాలి	[86, 1183, 391, 1214]
dateline: అచ్చంపేట, (జనంసాక్షి):	[8, 1323, 114, 1337]
news-story	[8, 1381, 469, 1568]
story-text: బొమ్మలరామారం డిప్యూటీ తహసీల్దార్ శాంతిశ్రీ పట్ల దురుసుగా వ్యవహరించిన జడ్పీటీసీ భర్త కృష్ణారెడ్డిపై చర్యలు తీసుకోవాలని ఉద్యోగ సంఘ నాయకులు ఆందోళన చేపట్టారు. గురువారం ఆర్డీవో కార్యాలయం ఎదుట టీఎన్జీవో ఉద్యోగులు, రెవెన్యూ ఉద్యోగ సంఘాల నాయకులు ధర్నా చేపట్టారు. టీఎన్జీవోల సంఘం రాష్ట్ర ఉపాధ్యక్షుడు ఉపేందర్‌రెడ్డి మాట్లాడుతూ అకారణంగా డిప్యూటీ తహసీల్దార్‌ను దూషించి భౌతిక దాడికి ప్రయత్నించిన జడ్పీటీసీ భర్త కృష్ణారెడ్డిపై నాన్‌బెయిలబుల్ కేసు నమోదు చేసి అరెస్టు చేయాలని డిమాండు చేశారు. మహిళా ఉద్యోగికి జరిగిన అవమానంపై నియోజకవర్గానికి ప్రాతినిధ్యం వహిస్తున్న ఎమ్మెల్యే గొంగిడి సునీత స్పందించాలన్నారు. అనంతరం ఆర్డీవో మధుసూదన్, డీఎస్పీ మోహన్‌రెడ్డిలకు వినతిపత్రం సమర్పించారు. ఈ కార్యక్రమంలో ఉద్యోగ సంఘాల నాయకులు జగన్మోహన్, భగత్, కృష్ణ, కృష్ణమూర్తి పాల్గొన్నారు.	[8, 1447, 469, 1568]
story-headline: కెసీఆర్ అహంకారానికి బుద్ధి చెప్పండి	[520, 2066, 799, 2129]
dateline: భద్రాచలం, (జనంసాక్షి):	[8, 317, 113, 331]
news-story	[8, 626, 469, 742]
story-body	[8, 661, 469, 742]
story-body	[1159, 826, 1474, 933]
story-body	[8, 143, 469, 278]
news-story	[1159, 1225, 1474, 1463]
dateline: కాగజ్‌నగర్, (జనంసాక్షి):	[1159, 826, 1278, 841]
news-story	[831, 1846, 1146, 2003]
story-headline: అంబరాన్నంటిన దీపావళి సంబరాలు	[150, 1744, 326, 1760]
paragraph-text: సూర్యోదయంలోగా స్నానాలు, ప్రత్యేక పూజలు, ఉపవాసాలు.. ఈ నెలంతా ఎక్కడ చూసినా ఇలాంటి దృశ్యాలు సర్వసాధారణం కానున్నాయి. గురువారం నుంచి పవిత్ర కార్తీకమాసం ప్రారంభం కానుండగా, జిల్లా అంతటా ఆధ్యాత్మిక శోభ అలుముకోనున్నది. కాలాన్ని బట్టి మనుషుల్లో వచ్చే కొన్ని రుగ్మతలను పారదోలేందుకు పలు ఆచారాలను పూర్వీకులు ప్రవేశపెట్టారని ప్రముఖ పండితులు సెలవిస్తున్నందున ఆధ్యాత్మికం వెనుక ఆరోగ్యానికి కార్తీక మాసం ప్రతీకలా నిలుస్తున్నది.	[500, 857, 815, 978]
story-text: కాగజ్‌నగర్ పట్టణాన్ని జిల్లా కేంద్రంగా చేయాలంటూ జిల్లా సాధన కమిటీ చేపట్టిన దీక్షలు గురువారానికి 35వరోజుకు చేరుకున్నాయి. ఈ దీక్షల్లో కాగజ్‌నగర్ మండలంలోని రాసపల్లి గ్రామానికి చెందిన యువజన సేవాసమితి అధ్యక్షు దుసెత్తెయ్య, కార్యదర్శి శేఖర్ సభ్యులు పాల్గొన్నారు. జిల్లా సాధన కమిటీ కన్వీనర్ డాక్టర్ శ్రీనివాస్, సభ్యులు కిశోర్‌బాబు, శ్రీనివాస్ తదితరులు ఈ దీక్షా శిబిరాన్ని సందర్శించి సంఘీభావం తెలిపారు.	[1159, 826, 1474, 932]
story-body	[502, 2133, 818, 2316]
dateline: బెల్లంపల్లి (జనంసాక్షి):	[1159, 1006, 1262, 1021]
news-story	[1159, 1739, 1474, 1931]
right-news-column	[1159, 788, 1474, 2403]
story-body	[8, 1006, 469, 1088]
